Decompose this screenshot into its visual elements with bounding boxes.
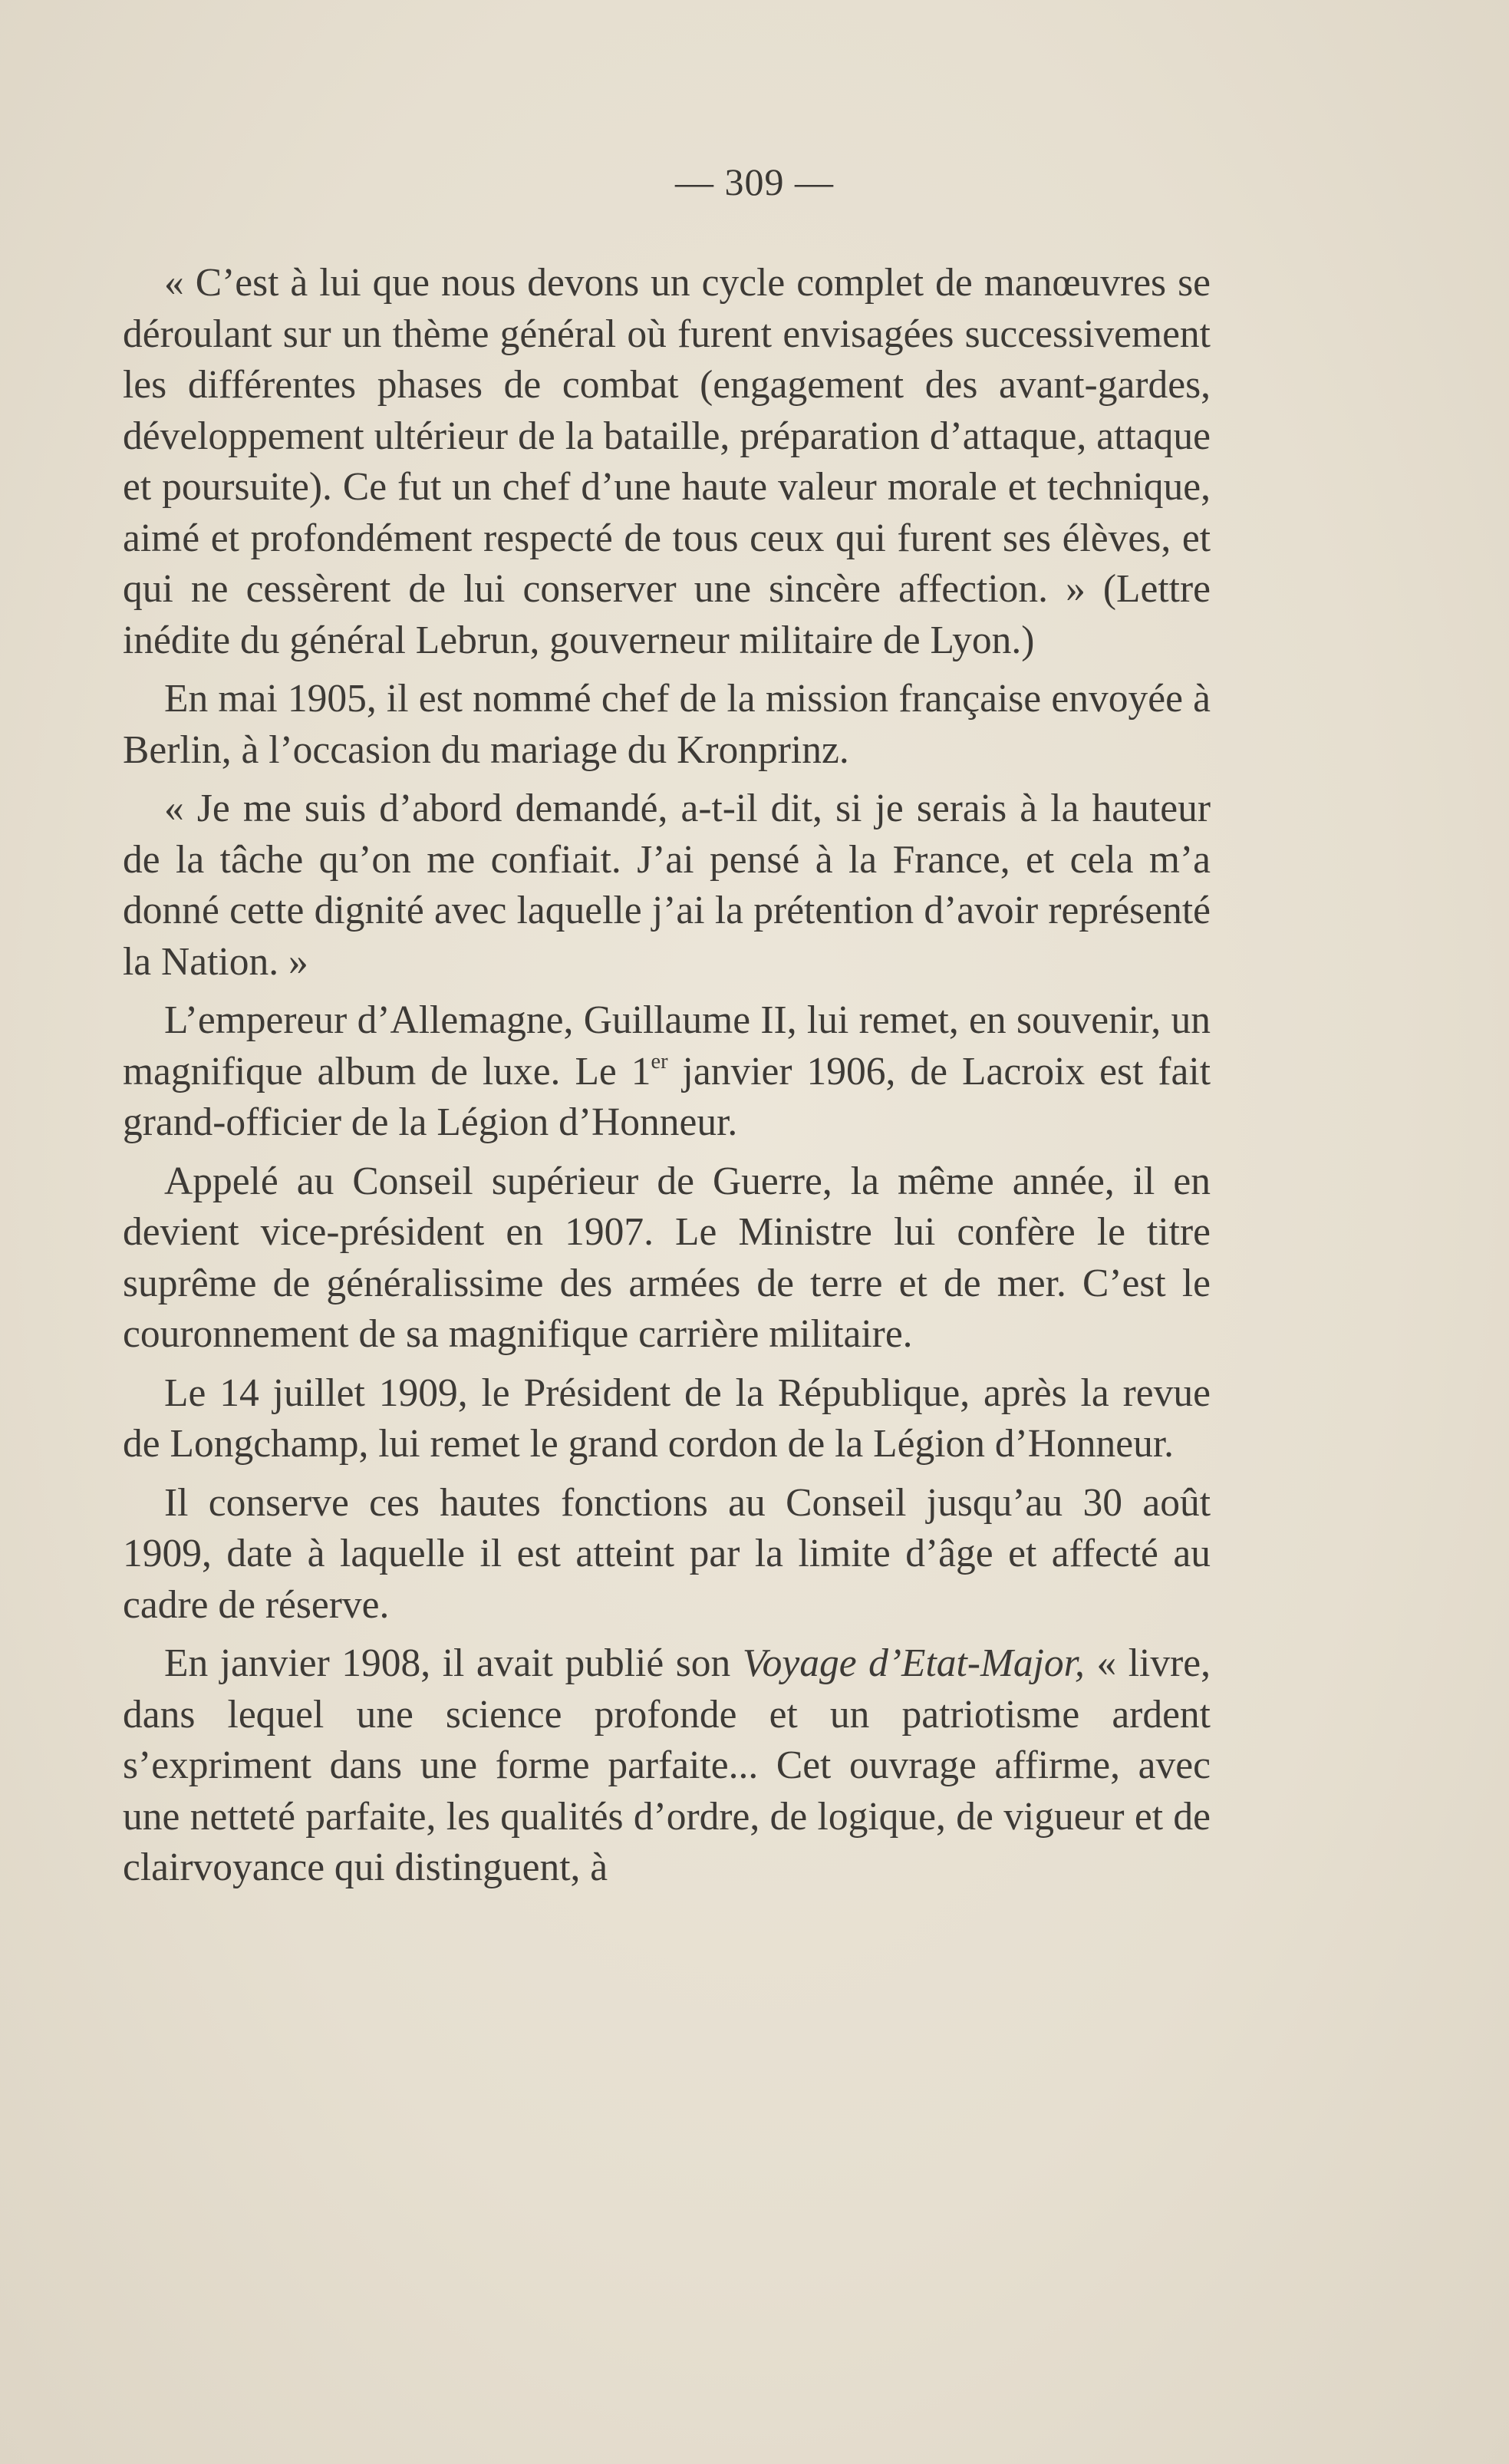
paragraph-2: En mai 1905, il est nommé chef de la mission française envoyée à Berlin, à l’occasion du mariage du Kronprinz. [123,677,1211,772]
ordinal-superscript: er [651,1049,668,1074]
book-title: Voyage d’Etat-Major, [742,1641,1085,1685]
body-text [123,258,1211,1902]
paragraph-6: Le 14 juillet 1909, le Président de la République, après la revue de Longchamp, lui remet le grand cordon de la Légion d’Honneur. [123,1371,1211,1466]
paragraph-7: Il conserve ces hautes fonctions au Conseil jusqu’au 30 août 1909, date à laquelle il est atteint par la limite d’âge et affecté au cadre de réserve. [123,1480,1211,1627]
paragraph-3: « Je me suis d’abord demandé, a-t-il dit, si je serais à la hauteur de la tâche qu’on me confiait. J’ai pensé à la France, et cela m’a donné cette dignité avec laquelle j’ai la prétention d’avoir représenté la Nation. » [123,787,1211,984]
paragraph-1: « C’est à lui que nous devons un cycle complet de manœuvres se déroulant sur un thème général où furent envisagées successivement les différentes phases de combat (engagement des avant-gardes, développement ultérieur de la bataille, préparation d’attaque, attaque et poursuite). Ce fut un chef d’une haute valeur morale et technique, aimé et profondément respecté de tous ceux qui furent ses élèves, et qui ne cessèrent de lui conserver une sincère affection. » (Lettre inédite du général Lebrun, gouverneur militaire de Lyon.) [123,261,1211,662]
paragraph-8 [123,1638,1211,1894]
paragraph-8-text-end: « livre, dans lequel une science profonde et un patriotisme ardent s’expriment dans une forme parfaite... Cet ouvrage affirme, avec une netteté parfaite, les qualités d’ordre, de logique, de vigueur et de clairvoyance qui distinguent, à [123,1641,1211,1889]
paragraph-4-text-end: janvier 1906, de Lacroix est fait grand-officier de la Légion d’Honneur. [123,1049,1211,1144]
paragraph-8-text-start: En janvier 1908, il avait publié son [164,1641,743,1685]
paragraph-4-text-start: L’empereur d’Allemagne, Guillaume II, lui remet, en souvenir, un magnifique album de luxe. Le 1 [123,998,1211,1093]
paragraph-5: Appelé au Conseil supérieur de Guerre, la même année, il en devient vice-président en 1907. Le Ministre lui confère le titre suprême de généralissime des armées de terre et de mer. C’est le couronnement de sa magnifique carrière militaire. [123,1159,1211,1356]
paragraph-4 [123,995,1211,1149]
page-number: — 309 — [675,160,834,203]
